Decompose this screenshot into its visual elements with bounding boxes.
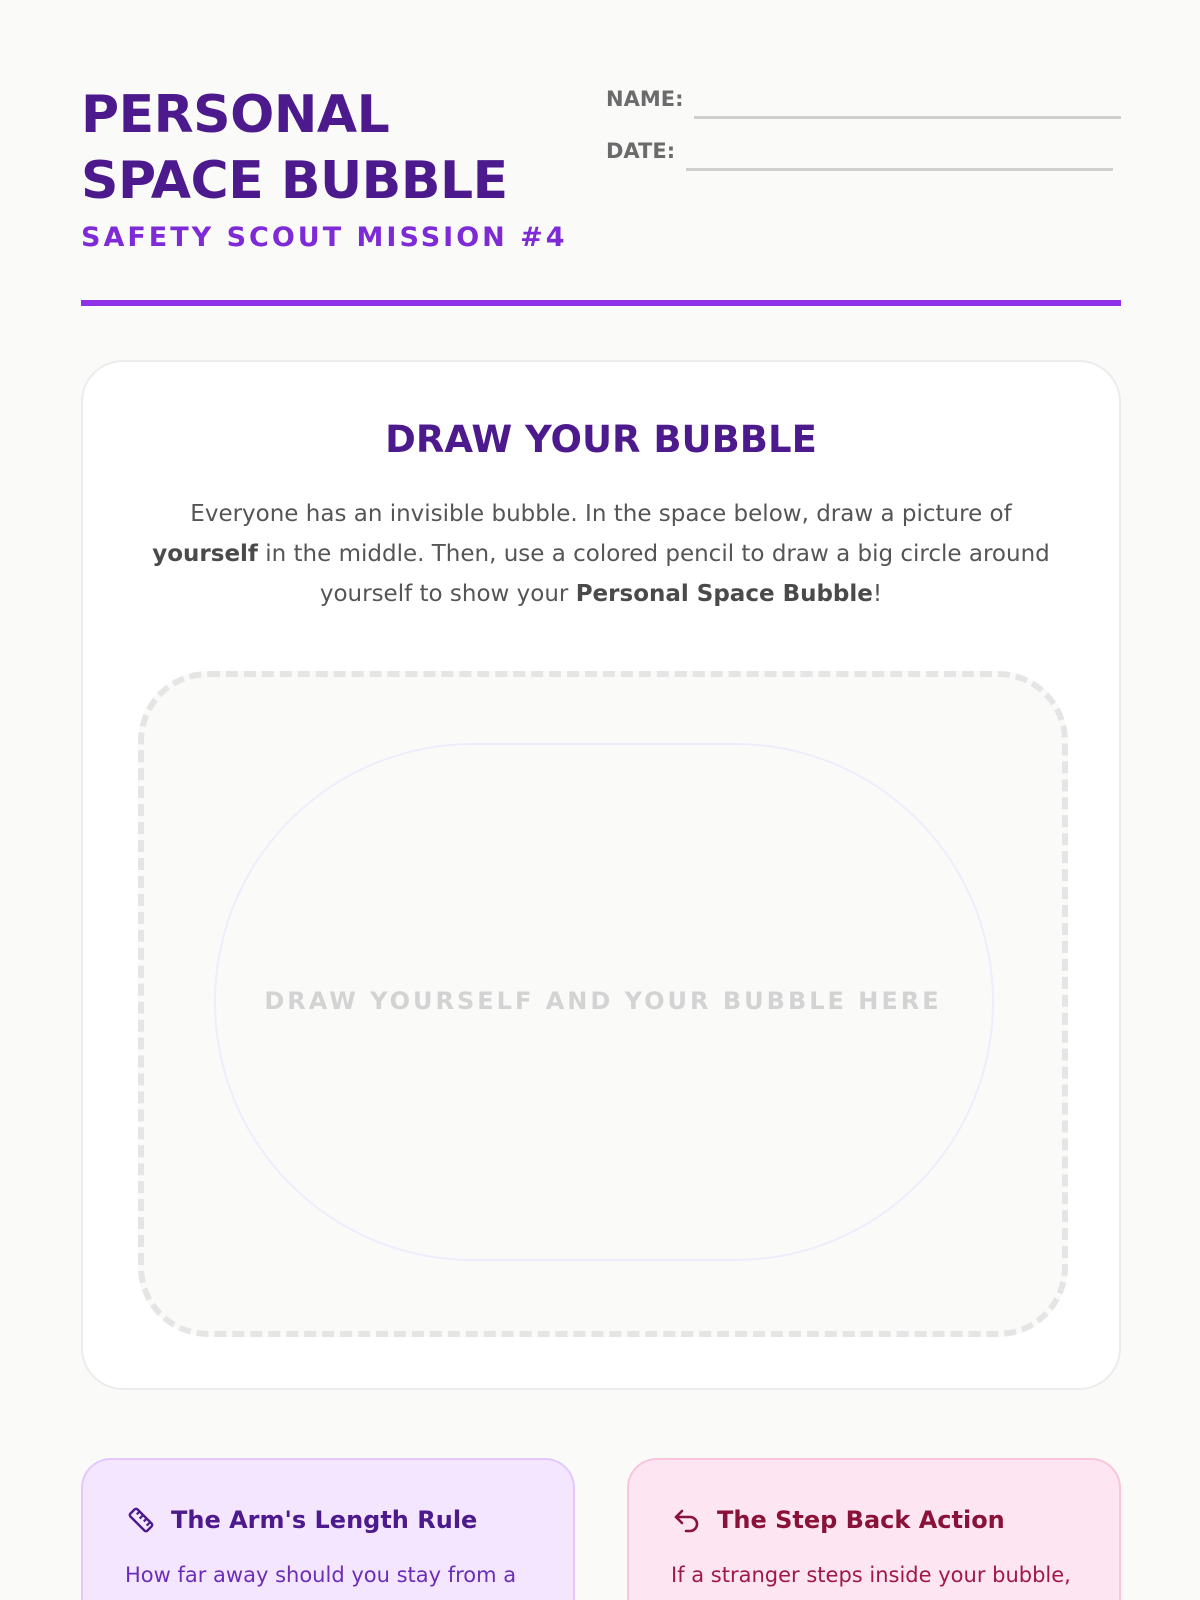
undo-arrow-icon bbox=[671, 1504, 703, 1536]
instructions-text-2: in the middle. Then, use a colored pencil to draw a big circle around yourself to show your bbox=[257, 541, 1050, 607]
date-label: DATE: bbox=[606, 139, 676, 163]
tip-title: The Step Back Action bbox=[717, 1506, 1005, 1534]
title-line-1: PERSONAL bbox=[81, 85, 390, 145]
drawing-placeholder: DRAW YOURSELF AND YOUR BUBBLE HERE bbox=[264, 987, 942, 1015]
worksheet-subtitle: SAFETY SCOUT MISSION #4 bbox=[81, 222, 568, 253]
instructions-bold-yourself: yourself bbox=[152, 541, 258, 567]
instructions-text-3: ! bbox=[872, 581, 883, 607]
drawing-area[interactable] bbox=[138, 671, 1068, 1337]
instructions-text-1: Everyone has an invisible bubble. In the space below, draw a picture of bbox=[190, 501, 1012, 527]
tip-body: How far away should you stay from a bbox=[125, 1563, 517, 1587]
draw-section-title: DRAW YOUR BUBBLE bbox=[385, 418, 817, 461]
tip-card-step-back bbox=[627, 1458, 1121, 1600]
header-divider bbox=[81, 300, 1121, 306]
draw-bubble-card bbox=[81, 360, 1121, 1390]
name-line[interactable] bbox=[694, 116, 1121, 119]
instructions-bold-bubble: Personal Space Bubble bbox=[575, 581, 873, 607]
title-block bbox=[81, 82, 641, 253]
ruler-icon bbox=[125, 1504, 157, 1536]
tip-card-arms-length bbox=[81, 1458, 575, 1600]
name-label: NAME: bbox=[606, 87, 684, 111]
tip-title: The Arm's Length Rule bbox=[171, 1506, 478, 1534]
date-line[interactable] bbox=[686, 168, 1113, 171]
worksheet-header bbox=[81, 82, 1121, 306]
tip-header bbox=[671, 1500, 1077, 1540]
date-field[interactable] bbox=[606, 134, 1121, 186]
worksheet-title bbox=[81, 82, 641, 214]
tip-body: If a stranger steps inside your bubble, bbox=[671, 1563, 1071, 1587]
student-fields bbox=[606, 82, 1121, 186]
name-field[interactable] bbox=[606, 82, 1121, 134]
tip-header bbox=[125, 1500, 531, 1540]
draw-instructions bbox=[141, 494, 1061, 614]
title-line-2: SPACE BUBBLE bbox=[81, 151, 508, 211]
